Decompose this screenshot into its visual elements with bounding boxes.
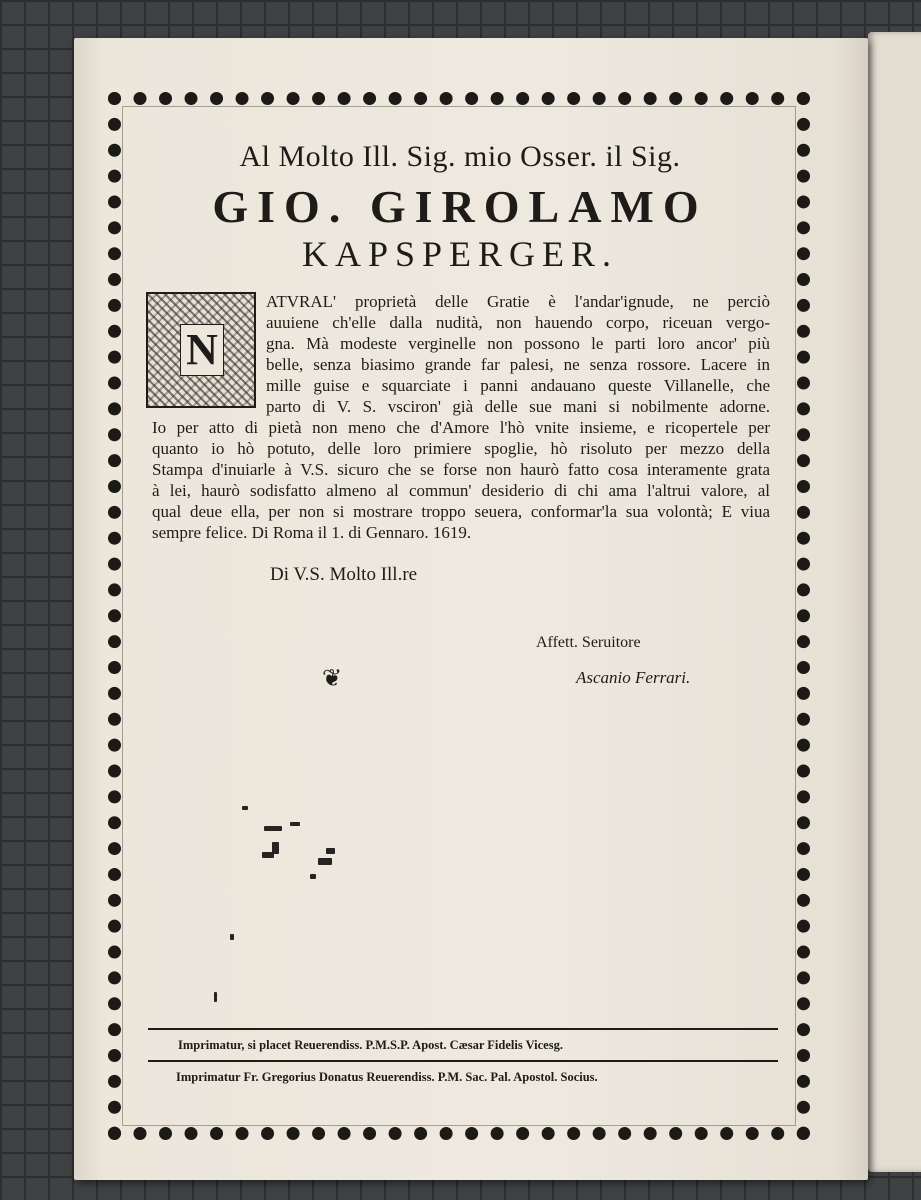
body-line-4: belle, senza biasimo grande far palesi, ne senza rossore. Lacere in [266, 355, 770, 374]
body-line-11: qual deue ella, per non si mostrare troppo seuera, conformar'la sua volontà; E viua [152, 502, 770, 521]
body-line-1: ATVRAL' proprietà delle Gratie è l'andar'ignude, ne perciò [266, 292, 770, 311]
body-line-12: sempre felice. Di Roma il 1. di Gennaro. 1619. [152, 523, 472, 542]
recipient-name-line-1: GIO. GIROLAMO [212, 181, 708, 232]
signoff: Di V.S. Molto Ill.re [270, 564, 418, 585]
body-line-3: gna. Mà modeste verginelle non possono le parti loro ancor' più [266, 334, 770, 353]
imprimatur-line-1: Imprimatur, si placet Reuerendiss. P.M.S.P. Apost. Cæsar Fidelis Vicesg. [178, 1038, 563, 1052]
initial-letter: N [180, 324, 224, 376]
fleuron-icon: ❦ [322, 666, 343, 692]
signer-name: Ascanio Ferrari. [576, 668, 691, 687]
imprimatur-rule-top [148, 1028, 778, 1030]
ornamental-initial-icon [146, 292, 256, 408]
body-line-2: auuiene ch'elle dalla nudità, non hauendo corpo, riceuan vergo- [266, 313, 770, 332]
body-line-7: Io per atto di pietà non meno che d'Amore l'hò vnite insieme, e ricopertele per [152, 418, 770, 437]
imprimatur-rule-middle [148, 1060, 778, 1062]
body-line-5: mille guise e squarciate i panni andauano queste Villanelle, che [266, 376, 770, 395]
recipient-name-line-2: KAPSPERGER. [301, 234, 619, 274]
body-line-6: parto di V. S. vsciron' già delle sue mani si nobilmente adorne. [266, 397, 770, 416]
body-line-9: Stampa d'inuiarle à V.S. sicuro che se forse non haurò fatto cosa interamente grata [152, 460, 770, 479]
servant-line: Affett. Seruitore [536, 634, 641, 651]
body-line-8: quanto io hò potuto, delle loro primiere spoglie, hò risoluto per mezzo della [152, 439, 770, 458]
next-page-edge [868, 32, 921, 1172]
imprimatur-line-2: Imprimatur Fr. Gregorius Donatus Reuerendiss. P.M. Sac. Pal. Apostol. Socius. [176, 1070, 598, 1084]
body-line-10: à lei, haurò sodisfatto almeno al commun' desiderio di chi ama l'altrui valore, al [152, 481, 770, 500]
dedication-line: Al Molto Ill. Sig. mio Osser. il Sig. [239, 140, 681, 173]
